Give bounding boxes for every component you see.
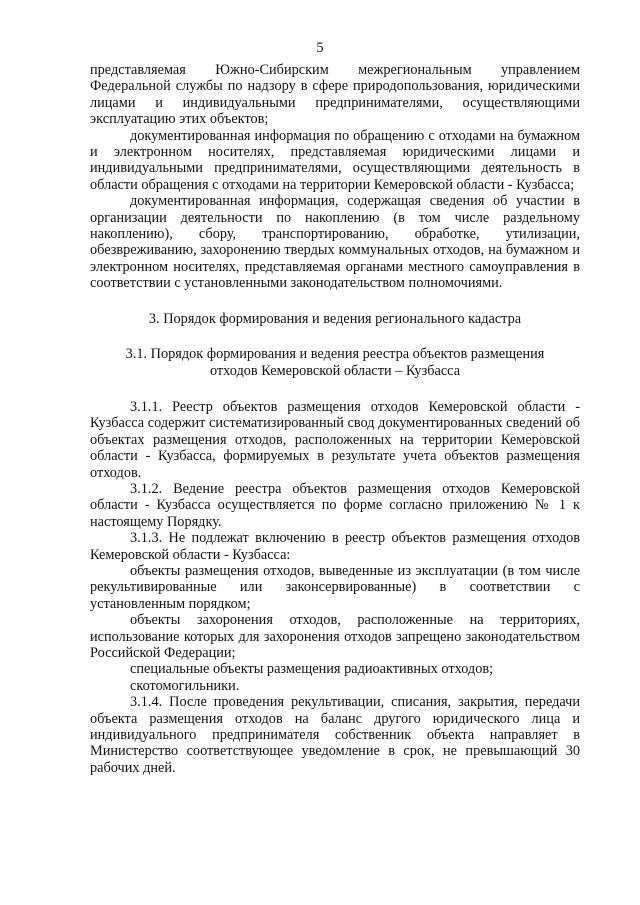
section-heading: 3. Порядок формирования и ведения регионального кадастра <box>148 310 522 327</box>
subsection-heading <box>90 346 580 379</box>
list-item: специальные объекты размещения радиоактивных отходов; <box>130 661 494 678</box>
list-item: объекты размещения отходов, выведенные из эксплуатации (в том числе рекультивированные или законсервированные) в соответствии с установленным порядком; <box>90 562 580 612</box>
page-number: 5 <box>316 40 324 56</box>
paragraph: 3.1.2. Ведение реестра объектов размещения отходов Кемеровской области - Кузбасса осуществляется по форме согласно приложению № 1 к настоящему Порядку. <box>90 480 580 530</box>
paragraph: 3.1.4. После проведения рекультивации, списания, закрытия, передачи объекта размещения отходов на баланс другого юридического лица и индивидуального предпринимателя собственник объекта направляет в Министерство соответствующее уведомление в срок, не превышающий 30 рабочих дней. <box>90 694 580 776</box>
subsection-heading-line: отходов Кемеровской области – Кузбасса <box>209 362 461 379</box>
list-item: объекты захоронения отходов, расположенные на территориях, использование которых для захоронения отходов запрещено законодательством Российской Федерации; <box>90 612 580 661</box>
paragraph: документированная информация по обращению с отходами на бумажном и электронном носителях, представляемая юридическими лицами и индивидуальными предпринимателями, осуществляющими деятельность в области обращения с отходами на территории Кемеровской области - Кузбасса; <box>90 127 580 193</box>
paragraph: представляемая Южно-Сибирским межрегиональным управлением Федеральной службы по надзору в сфере природопользования, юридическими лицами и индивидуальными предпринимателями, осуществляющими эксплуатацию этих объектов; <box>90 62 580 128</box>
document-body <box>90 62 580 776</box>
subsection-heading-line: 3.1. Порядок формирования и ведения реестра объектов размещения <box>125 346 545 363</box>
paragraph: 3.1.3. Не подлежат включению в реестр объектов размещения отходов Кемеровской области - Кузбасса: <box>90 530 580 563</box>
paragraph: 3.1.1. Реестр объектов размещения отходов Кемеровской области - Кузбасса содержит систематизированный свод документированных сведений об объектах размещения отходов, расположенных на территории Кемеровской области - Кузбасса, формируемых в результате учета объектов размещения отходов. <box>90 398 580 481</box>
list-item: скотомогильники. <box>130 677 240 694</box>
paragraph: документированная информация, содержащая сведения об участии в организации деятельности по накоплению (в том числе раздельному накоплению), сбору, транспортированию, обработке, утилизации, обезвреживанию, захоронению твердых коммунальных отходов, на бумажном и электронном носителях, представляемая органами местного самоуправления в соответствии с установленными законодательством полномочиями. <box>90 193 580 292</box>
